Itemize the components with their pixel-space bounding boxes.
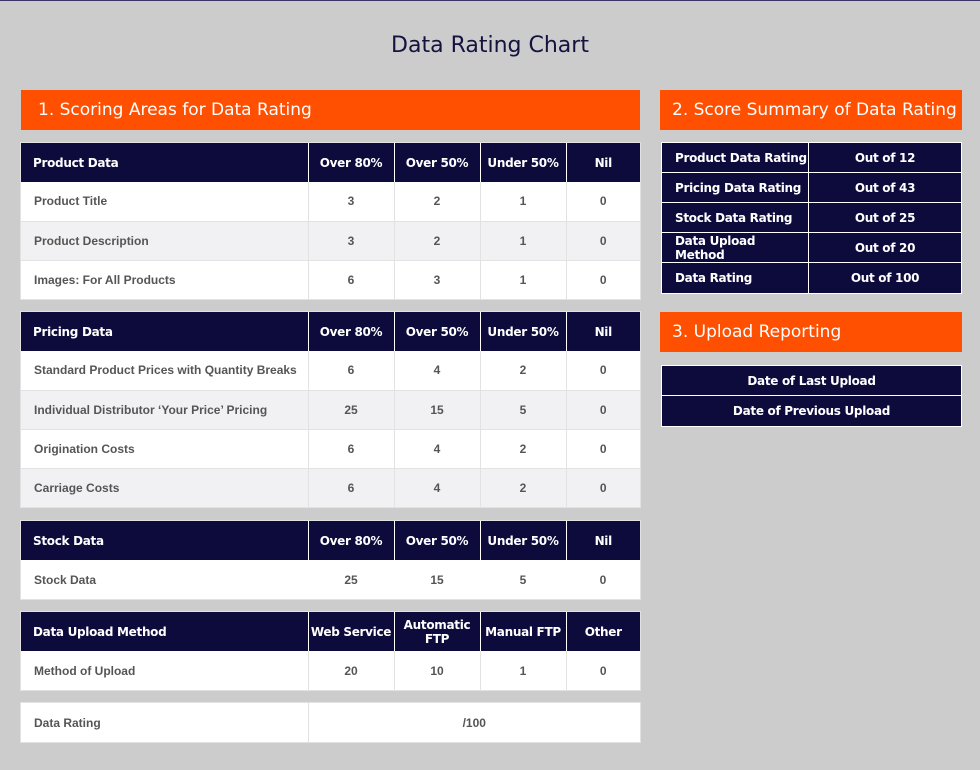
table-row	[21, 221, 640, 260]
row-label: Images: For All Products	[21, 260, 308, 299]
summary-value: Out of 100	[809, 263, 961, 293]
cell-value: 3	[308, 182, 394, 221]
row-label: Product Title	[34, 194, 108, 209]
cell-value: 1	[480, 260, 566, 299]
cell-value: 2	[480, 351, 566, 390]
table-row	[21, 260, 640, 299]
col-header: Product Data	[21, 143, 308, 182]
upload-report-row	[662, 396, 961, 426]
table-header-row	[21, 521, 640, 560]
cell-value: 15	[430, 572, 444, 587]
section-summary-header: 2. Score Summary of Data Rating	[660, 90, 962, 130]
cell-value: 4	[394, 429, 480, 468]
table-row	[21, 429, 640, 468]
col-header: Stock Data	[21, 521, 308, 560]
cell-value: 2	[394, 182, 480, 221]
cell-value: 5	[519, 572, 527, 587]
page-title: Data Rating Chart	[391, 33, 589, 58]
col-header: Over 80%	[308, 521, 394, 560]
summary-value: Out of 43	[809, 173, 961, 203]
cell-value: 1	[480, 651, 566, 690]
summary-row	[662, 263, 961, 293]
last-upload-label: Date of Last Upload	[662, 366, 961, 396]
cell-value: 5	[480, 390, 566, 429]
summary-value: Out of 12	[809, 143, 961, 173]
cell-value: 2	[480, 468, 566, 507]
col-header: Under 50%	[480, 143, 566, 182]
cell-value: 0	[566, 351, 640, 390]
cell-value: 6	[308, 351, 394, 390]
row-label: Method of Upload	[34, 663, 136, 678]
row-label: Origination Costs	[21, 429, 308, 468]
product-data-table	[20, 142, 641, 300]
row-label: Product Description	[21, 221, 308, 260]
col-header: Over 50%	[394, 521, 480, 560]
stock-data-table	[20, 520, 641, 600]
table-row	[21, 468, 640, 507]
cell-value: 20	[308, 651, 394, 690]
cell-value: 2	[394, 221, 480, 260]
cell-value: 1	[480, 221, 566, 260]
summary-value: Out of 25	[809, 203, 961, 233]
upload-report-row	[662, 366, 961, 396]
summary-label: Stock Data Rating	[662, 203, 809, 233]
col-header: Over 80%	[308, 143, 394, 182]
cell-value: 15	[394, 390, 480, 429]
pricing-data-table	[20, 311, 641, 508]
cell-value: 6	[308, 468, 394, 507]
table-header-row	[21, 612, 640, 651]
table-row	[21, 703, 640, 742]
cell-value: 0	[566, 221, 640, 260]
row-label: Stock Data	[34, 572, 97, 587]
summary-label: Data Upload Method	[662, 233, 809, 263]
col-header: Over 50%	[394, 143, 480, 182]
table-row	[21, 351, 640, 390]
row-label: Carriage Costs	[21, 468, 308, 507]
col-header: Over 80%	[308, 312, 394, 351]
cell-value: 2	[480, 429, 566, 468]
summary-label: Data Rating	[662, 263, 809, 293]
col-header: Data Upload Method	[21, 612, 308, 651]
summary-row	[662, 143, 961, 173]
section-upload-header: 3. Upload Reporting	[660, 312, 962, 352]
score-summary-table	[661, 142, 962, 294]
summary-row	[662, 173, 961, 203]
summary-row	[662, 233, 961, 263]
summary-label: Pricing Data Rating	[662, 173, 809, 203]
cell-value: 0	[566, 260, 640, 299]
cell-value: 0	[566, 182, 640, 221]
upload-method-table	[20, 611, 641, 691]
section-scoring-header: 1. Scoring Areas for Data Rating	[21, 90, 640, 130]
cell-value: 6	[308, 429, 394, 468]
cell-value: 6	[308, 260, 394, 299]
summary-value: Out of 20	[809, 233, 961, 263]
col-header: Nil	[566, 521, 640, 560]
cell-value: 10	[394, 651, 480, 690]
summary-row	[662, 203, 961, 233]
table-row	[21, 390, 640, 429]
table-row	[21, 182, 640, 221]
col-header: Pricing Data	[21, 312, 308, 351]
table-header-row	[21, 143, 640, 182]
col-header: Automatic FTP	[394, 612, 480, 651]
cell-value: 25	[308, 390, 394, 429]
table-row	[21, 651, 640, 690]
cell-value: 0	[566, 429, 640, 468]
cell-value: 4	[394, 468, 480, 507]
col-header: Nil	[566, 312, 640, 351]
summary-label: Product Data Rating	[662, 143, 809, 173]
cell-value: 0	[599, 572, 607, 587]
previous-upload-label: Date of Previous Upload	[662, 396, 961, 426]
cell-value: 0	[566, 651, 640, 690]
cell-value: 1	[480, 182, 566, 221]
table-header-row	[21, 312, 640, 351]
row-label: Data Rating	[34, 715, 101, 730]
upload-reporting-table	[661, 365, 962, 427]
col-header: Manual FTP	[480, 612, 566, 651]
col-header: Other	[566, 612, 640, 651]
row-label: Individual Distributor ‘Your Price’ Pricing	[21, 390, 308, 429]
col-header: Under 50%	[480, 521, 566, 560]
row-label: Standard Product Prices with Quantity Breaks	[34, 363, 297, 378]
col-header: Over 50%	[394, 312, 480, 351]
cell-value: 4	[394, 351, 480, 390]
cell-value: 3	[394, 260, 480, 299]
top-border	[0, 0, 980, 1]
col-header: Under 50%	[480, 312, 566, 351]
table-row	[21, 560, 640, 599]
col-header: Nil	[566, 143, 640, 182]
data-rating-total	[20, 702, 641, 743]
cell-value: 3	[308, 221, 394, 260]
cell-value: 0	[566, 468, 640, 507]
cell-value: 0	[566, 390, 640, 429]
col-header: Web Service	[308, 612, 394, 651]
cell-value: 25	[344, 572, 358, 587]
data-rating-value: /100	[308, 703, 640, 742]
